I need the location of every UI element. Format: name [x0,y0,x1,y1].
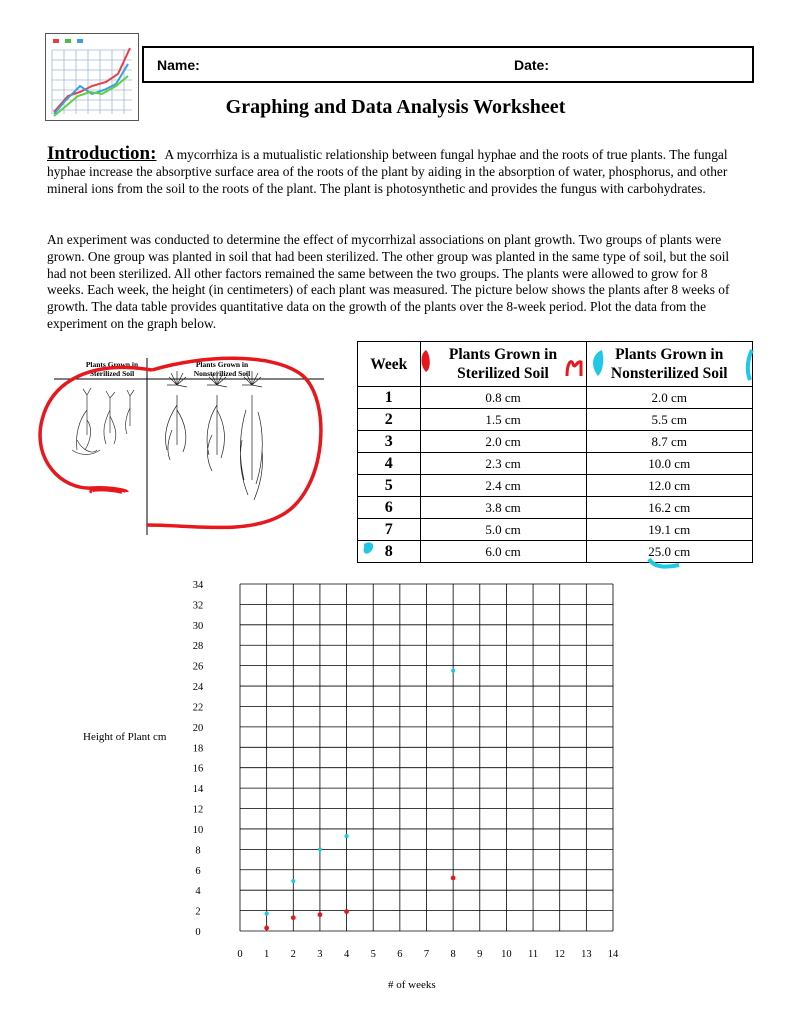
week-cell: 1 [358,387,421,409]
nonsterilized-cell: 16.2 cm [586,497,753,519]
week-cell: 2 [358,409,421,431]
intro-paragraph [47,143,747,197]
x-tick-label: 14 [607,949,619,960]
x-tick-label: 6 [397,949,403,960]
x-tick-label: 9 [477,949,483,960]
header-sterilized-line2: Sterilized Soil [457,365,549,382]
red-outline-annotation [147,358,321,527]
table-row [358,475,753,497]
y-tick-label: 28 [192,641,204,653]
y-tick-label: 32 [192,600,204,612]
header-nonsterilized-line1: Plants Grown in [615,346,724,363]
y-tick-label: 24 [192,682,204,694]
x-tick-label: 4 [343,949,350,960]
sterilized-cell: 2.0 cm [420,431,586,453]
experiment-paragraph: An experiment was conducted to determine the effect of mycorrhizal associations on plant growth. Two groups of plants were grown. One group was planted in soil that had been sterilized. The other group was planted in the same type of soil, but the soil had not been sterilized. All other factors remained the same between the two groups. The plants were allowed to grow for 8 weeks. Each week, the height (in centimeters) of each plant was measured. The picture below shows the plants after 8 weeks of growth. The data table provides quantitative data on the growth of the plants over the 8-week period. Plot the data from the experiment on the graph below. [47,232,730,331]
intro-text: A mycorrhiza is a mutualistic relationship between fungal hyphae and the roots of true plants. The fungal hyphae increase the absorptive surface area of the roots of the plant by aiding in the absorption of water, phosphorus, and other mineral ions from the soil to the roots of the plant. The plant is photosynthetic and provides the fungus with carbohydrates. [47,147,728,196]
table-row [358,409,753,431]
x-tick-label: 13 [581,949,592,960]
header-nonsterilized-line2: Nonsterilized Soil [610,365,728,382]
nonsterilized-data-point [265,912,269,916]
plant-illustration [32,340,332,540]
x-tick-label: 2 [290,949,296,960]
growth-chart [0,570,791,1000]
x-tick-label: 7 [423,949,430,960]
x-tick-label: 0 [237,949,243,960]
nonsterilized-cell: 5.5 cm [586,409,753,431]
nonsterilized-data-point [291,879,295,883]
y-tick-label: 22 [192,702,204,714]
data-table [357,341,753,563]
y-axis-title: Height of Plant cm [83,731,167,743]
week-cell: 7 [358,519,421,541]
table-row [358,431,753,453]
sterilized-plants [72,388,134,455]
y-tick-label: 16 [192,763,204,775]
cyan-marker-annotation [744,348,758,384]
nonsterilized-plants [165,371,262,500]
sterilized-cell: 3.8 cm [420,497,586,519]
x-tick-label: 10 [501,949,512,960]
sterilized-data-point [344,909,349,914]
y-tick-label: 4 [195,886,201,898]
x-axis-title: # of weeks [388,979,436,991]
week-cell: 5 [358,475,421,497]
table-row [358,519,753,541]
week-cell: 8 [358,541,421,563]
x-tick-label: 8 [450,949,456,960]
week-cell: 6 [358,497,421,519]
y-tick-label: 20 [192,722,204,734]
date-label: Date: [514,57,550,73]
cyan-marker-annotation [360,538,378,562]
sterilized-data-point [264,926,269,931]
name-label: Name: [157,57,200,73]
left-caption-2: Sterilized Soil [89,369,135,378]
y-tick-label: 18 [192,743,204,755]
nonsterilized-cell: 12.0 cm [586,475,753,497]
y-tick-label: 30 [192,620,204,632]
table-row [358,497,753,519]
y-tick-label: 0 [195,927,201,938]
sterilized-cell: 0.8 cm [420,387,586,409]
header-nonsterilized [586,342,753,387]
table-row [358,387,753,409]
y-tick-label: 2 [195,906,201,918]
x-tick-label: 1 [264,949,270,960]
y-tick-label: 8 [195,845,201,857]
y-tick-label: 6 [195,865,201,877]
header-sterilized-line1: Plants Grown in [448,346,558,363]
header-week: Week [358,342,421,387]
x-tick-label: 12 [554,949,565,960]
sterilized-cell: 2.4 cm [420,475,586,497]
left-caption-1: Plants Grown in [85,360,139,369]
nonsterilized-data-point [344,834,348,838]
week-cell: 4 [358,453,421,475]
red-marker-annotation [563,354,585,380]
nonsterilized-cell: 19.1 cm [586,519,753,541]
sterilized-cell: 2.3 cm [420,453,586,475]
sterilized-cell: 1.5 cm [420,409,586,431]
nonsterilized-data-point [318,847,322,851]
sterilized-data-point [318,912,323,917]
nonsterilized-cell: 8.7 cm [586,431,753,453]
nonsterilized-cell: 25.0 cm [586,541,753,563]
red-marker-annotation [418,346,436,376]
table-row [358,453,753,475]
x-tick-label: 11 [528,949,539,960]
y-tick-label: 34 [192,580,204,591]
nonsterilized-data-point [451,669,455,673]
nonsterilized-cell: 10.0 cm [586,453,753,475]
sterilized-data-point [291,915,296,920]
nonsterilized-cell: 2.0 cm [586,387,753,409]
header-sterilized [420,342,586,387]
table-row [358,541,753,563]
y-tick-label: 26 [192,661,204,673]
sterilized-cell: 5.0 cm [420,519,586,541]
week-cell: 3 [358,431,421,453]
x-tick-label: 5 [370,949,376,960]
sterilized-data-point [451,876,456,881]
y-tick-label: 12 [192,804,204,816]
y-tick-label: 14 [192,784,204,796]
cyan-marker-annotation [588,346,608,380]
red-circle-annotation [40,367,152,492]
sterilized-cell: 6.0 cm [420,541,586,563]
page-title: Graphing and Data Analysis Worksheet [225,96,566,118]
right-caption-1: Plants Grown in [195,360,249,369]
name-date-box [142,46,754,83]
right-caption-2: Nonsterilized Soil [193,369,251,378]
y-tick-label: 10 [192,824,204,836]
intro-heading: Introduction: [47,143,157,164]
x-tick-label: 3 [317,949,323,960]
